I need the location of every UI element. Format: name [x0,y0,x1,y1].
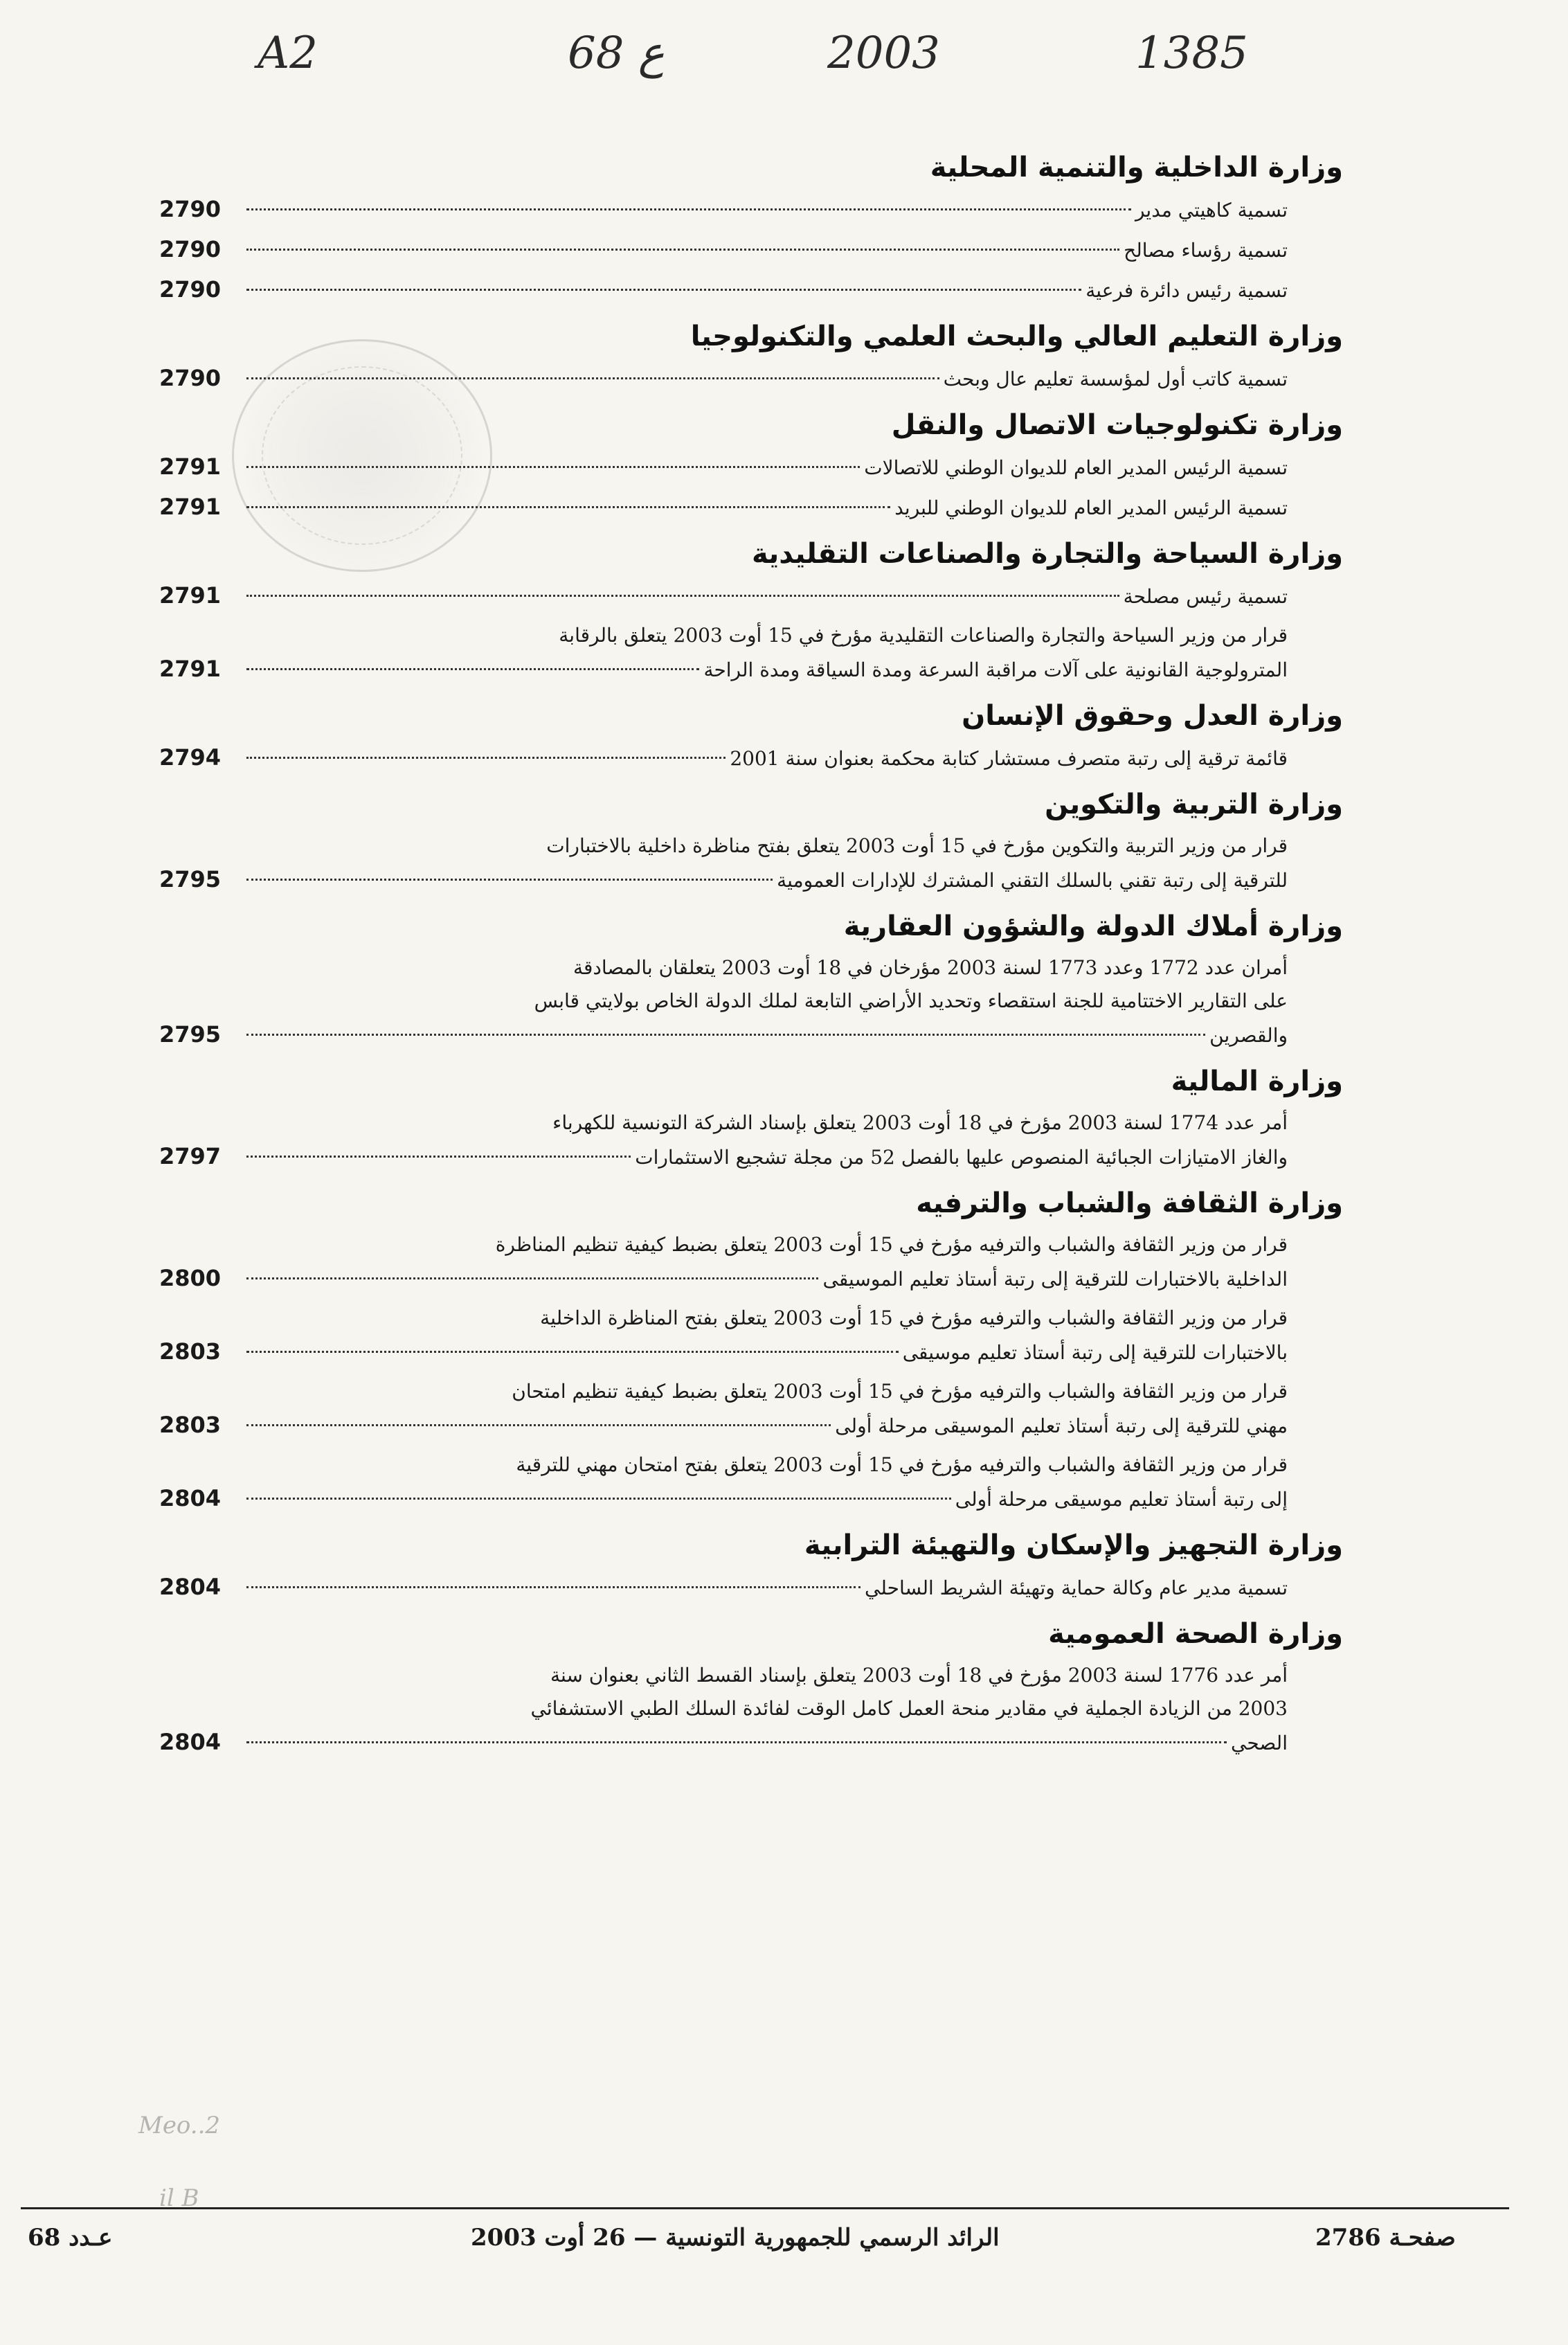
section-title: وزارة التربية والتكوين [1045,789,1343,820]
page-number: 2791 [159,656,222,682]
page-number: 2795 [159,1021,222,1048]
toc-entry [159,1375,1343,1443]
footer-page-number: صفحـة 2786 [1315,2224,1456,2252]
entry-text-line: الصحي [1230,1732,1288,1754]
toc-entry [159,1302,1343,1369]
dot-leader [246,1156,631,1158]
page-number: 2804 [159,1729,222,1755]
toc-entry [159,450,1343,485]
dot-leader [246,1351,899,1353]
footer-issue-number: عـدد 68 [28,2224,113,2252]
toc-entry [159,829,1343,897]
entry-last-line [159,273,1288,307]
toc-entry [159,361,1343,396]
entry-text-line: قائمة ترقية إلى رتبة متصرف مستشار كتابة محكمة بعنوان سنة 2001 [730,747,1288,770]
entry-last-line [159,652,1288,687]
toc-entry [159,1448,1343,1516]
toc-entry [159,273,1343,307]
dot-leader [246,289,1081,291]
toc-section [159,1527,1343,1605]
page-number: 2791 [159,582,222,609]
dot-leader [246,377,939,379]
page-number: 2803 [159,1338,222,1365]
entry-text-line: المترولوجية القانونية على آلات مراقبة السرعة ومدة السياقة ومدة الراحة [703,658,1288,681]
dot-leader [246,1586,860,1588]
section-title: وزارة تكنولوجيات الاتصال والنقل [891,409,1343,441]
toc-entry [159,1106,1343,1174]
page-number: 2791 [159,494,222,520]
entry-last-line [159,1335,1288,1369]
section-title: وزارة الداخلية والتنمية المحلية [930,152,1343,183]
entry-text-line: تسمية الرئيس المدير العام للديوان الوطني للبريد [894,496,1288,519]
section-title: وزارة الثقافة والشباب والترفيه [916,1187,1343,1219]
entry-text-line: إلى رتبة أستاذ تعليم موسيقى مرحلة أولى [955,1488,1288,1511]
entry-text-line: أمر عدد 1774 لسنة 2003 مؤرخ في 18 أوت 2003 يتعلق بإسناد الشركة التونسية للكهرباء [552,1111,1288,1134]
entry-text-line: تسمية الرئيس المدير العام للديوان الوطني للاتصالات [864,456,1288,479]
section-title: وزارة التعليم العالي والبحث العلمي والتكنولوجيا [690,321,1343,352]
dot-leader [246,595,1119,597]
toc-entry [159,233,1343,267]
section-title: وزارة العدل وحقوق الإنسان [962,700,1343,732]
entry-last-line [159,450,1288,485]
page-number: 2790 [159,365,222,391]
entry-last-line [159,1261,1288,1296]
entry-text-line: تسمية رئيس دائرة فرعية [1085,279,1288,302]
section-title: وزارة السياحة والتجارة والصناعات التقليدية [751,538,1343,570]
toc-section [159,536,1343,687]
handwritten-note: 68 ع [568,28,665,79]
entry-text-line: تسمية كاتب أول لمؤسسة تعليم عال وبحث [943,368,1288,390]
handwritten-note: A2 [258,28,318,79]
entry-last-line [159,233,1288,267]
dot-leader [246,1424,831,1426]
dot-leader [246,879,773,881]
dot-leader [246,208,1131,210]
footer-divider [21,2207,1509,2209]
handwritten-note: 2003 [827,28,940,79]
toc-entry [159,579,1343,613]
toc-section [159,908,1343,1052]
entry-text-line: مهني للترقية إلى رتبة أستاذ تعليم الموسيقى مرحلة أولى [835,1414,1288,1437]
toc-section [159,150,1343,307]
entry-text-line: بالاختبارات للترقية إلى رتبة أستاذ تعليم موسيقى [902,1341,1288,1364]
toc-section [159,1185,1343,1516]
dot-leader [246,1277,818,1279]
toc-section [159,318,1343,396]
page-number: 2804 [159,1485,222,1511]
page-number: 2804 [159,1574,222,1600]
section-title: وزارة أملاك الدولة والشؤون العقارية [843,910,1343,942]
toc-entry [159,192,1343,227]
entry-text-line: الداخلية بالاختبارات للترقية إلى رتبة أستاذ تعليم الموسيقى [822,1268,1288,1291]
page-footer [0,2224,1568,2265]
entry-text-line: قرار من وزير التربية والتكوين مؤرخ في 15 أوت 2003 يتعلق بفتح مناظرة داخلية بالاختبارات [546,834,1288,857]
toc-section [159,1616,1343,1760]
dot-leader [246,1034,1205,1036]
entry-text-line: تسمية مدير عام وكالة حماية وتهيئة الشريط الساحلي [865,1576,1288,1599]
toc-entry [159,619,1343,687]
entry-text-line: تسمية رئيس مصلحة [1123,585,1288,608]
entry-text-line: والغاز الامتيازات الجبائية المنصوص عليها بالفصل 52 من مجلة تشجيع الاستثمارات [635,1146,1288,1169]
entry-text-line: قرار من وزير الثقافة والشباب والترفيه مؤرخ في 15 أوت 2003 يتعلق بضبط كيفية تنظيم امتحان [512,1380,1288,1403]
handwritten-note: 1385 [1135,28,1248,79]
page-number: 2803 [159,1412,222,1438]
toc-entry [159,1659,1343,1760]
entry-text-line: تسمية رؤساء مصالح [1124,239,1288,262]
entry-text-line: والقصرين [1209,1024,1288,1047]
entry-text-line: 2003 من الزيادة الجملية في مقادير منحة العمل كامل الوقت لفائدة السلك الطبي الاستشفائي [530,1697,1288,1720]
toc-section [159,787,1343,897]
margin-mark: Meo..2 [138,2112,221,2139]
page-number: 2790 [159,276,222,303]
toc-entry [159,741,1343,775]
toc-entry [159,951,1343,1052]
entry-text-line: قرار من وزير الثقافة والشباب والترفيه مؤرخ في 15 أوت 2003 يتعلق بفتح امتحان مهني للترقية [516,1453,1288,1476]
entry-text-line: على التقارير الاختتامية للجنة استقصاء وتحديد الأراضي التابعة لملك الدولة الخاص بولايتي قابس [534,989,1288,1012]
entry-text-line: أمر عدد 1776 لسنة 2003 مؤرخ في 18 أوت 2003 يتعلق بإسناد القسط الثاني بعنوان سنة [550,1664,1288,1687]
entry-last-line [159,1570,1288,1605]
entry-last-line [159,192,1288,227]
page-number: 2790 [159,196,222,222]
page-number: 2794 [159,744,222,771]
toc-section [159,1063,1343,1174]
dot-leader [246,668,699,670]
toc-entry [159,490,1343,525]
dot-leader [246,249,1119,251]
entry-last-line [159,1140,1288,1174]
section-title: وزارة التجهيز والإسكان والتهيئة الترابية [804,1529,1343,1561]
toc-entry [159,1228,1343,1296]
dot-leader [246,466,860,468]
entry-last-line [159,863,1288,897]
section-title: وزارة المالية [1171,1066,1343,1097]
entry-text-line: قرار من وزير السياحة والتجارة والصناعات التقليدية مؤرخ في 15 أوت 2003 يتعلق بالرقابة [559,624,1288,647]
page-number: 2791 [159,453,222,480]
margin-mark: il B [159,2184,199,2212]
entry-last-line [159,1725,1288,1760]
entry-text-line: أمران عدد 1772 وعدد 1773 لسنة 2003 مؤرخان في 18 أوت 2003 يتعلقان بالمصادقة [573,956,1288,979]
entry-text-line: للترقية إلى رتبة تقني بالسلك التقني المشترك للإدارات العمومية [777,869,1288,892]
entry-last-line [159,741,1288,775]
page-number: 2795 [159,866,222,892]
entry-text-line: قرار من وزير الثقافة والشباب والترفيه مؤرخ في 15 أوت 2003 يتعلق بضبط كيفية تنظيم المناظرة [495,1233,1288,1256]
entry-last-line [159,1018,1288,1052]
toc-section [159,407,1343,525]
table-of-contents [159,138,1343,1766]
dot-leader [246,1741,1227,1743]
dot-leader [246,1498,951,1500]
toc-entry [159,1570,1343,1605]
dot-leader [246,506,890,508]
entry-text-line: تسمية كاهيتي مدير [1135,199,1288,222]
page-number: 2800 [159,1265,222,1291]
dot-leader [246,757,726,759]
page-number: 2790 [159,236,222,262]
section-title: وزارة الصحة العمومية [1048,1618,1343,1650]
entry-last-line [159,1482,1288,1516]
entry-last-line [159,361,1288,396]
toc-section [159,698,1343,775]
entry-text-line: قرار من وزير الثقافة والشباب والترفيه مؤرخ في 15 أوت 2003 يتعلق بفتح المناظرة الداخلية [540,1306,1288,1329]
page-number: 2797 [159,1143,222,1169]
entry-last-line [159,490,1288,525]
footer-gazette-title: الرائد الرسمي للجمهورية التونسية — 26 أوت 2003 [471,2224,1000,2252]
entry-last-line [159,579,1288,613]
entry-last-line [159,1408,1288,1443]
